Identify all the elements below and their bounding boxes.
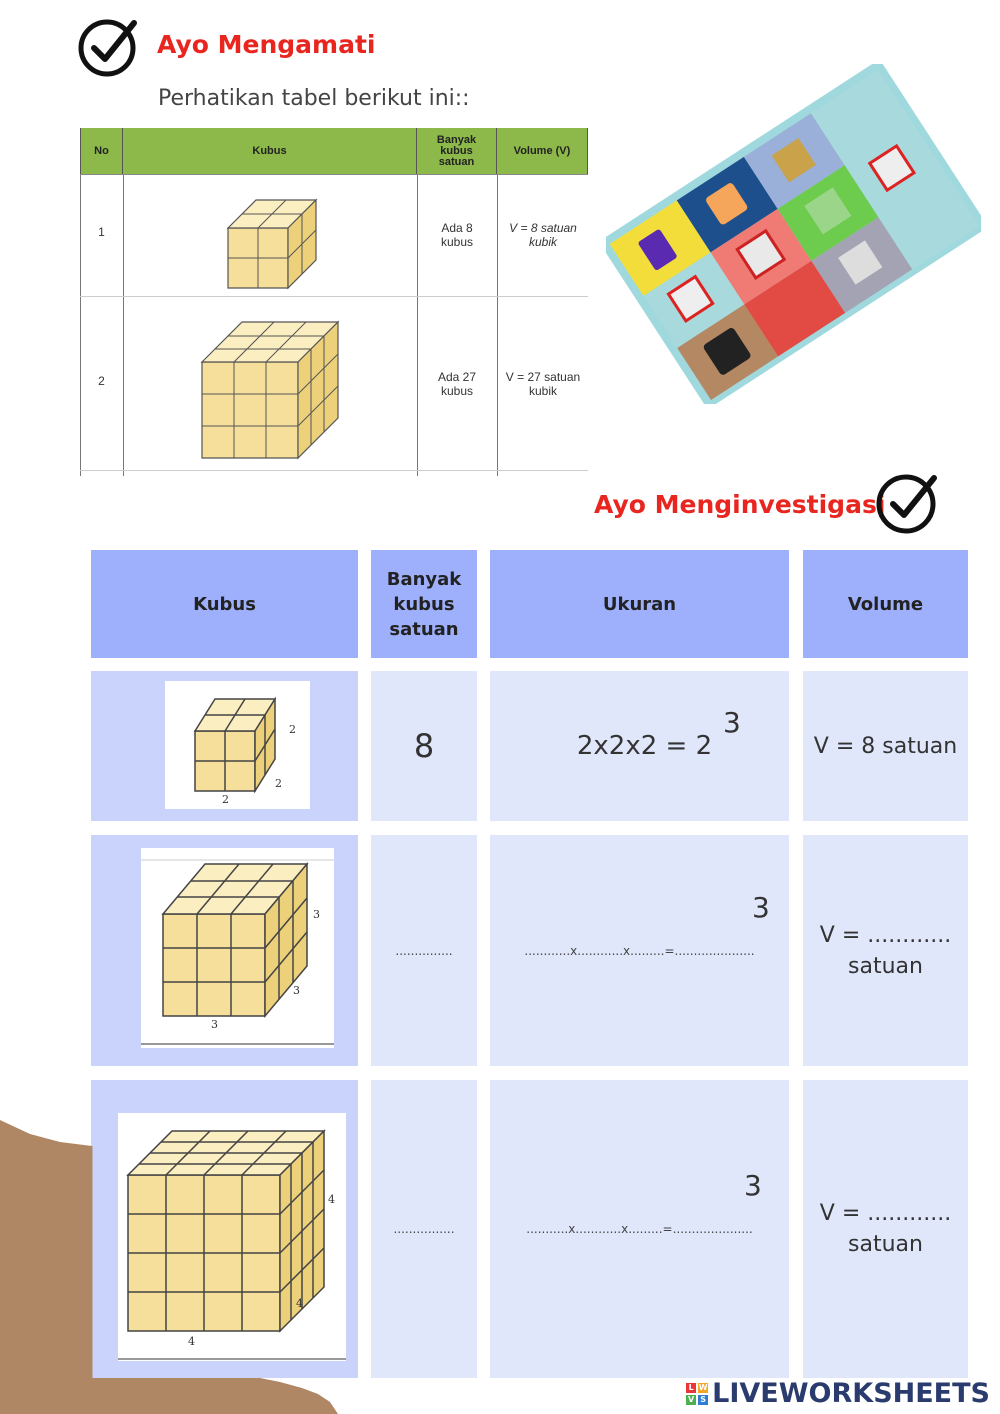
row1-exponent: 3 [723,706,741,739]
row2-volume-blank[interactable]: V = ............ [819,922,952,948]
ref-row2-no: 2 [98,374,105,388]
row1-count: 8 [413,727,435,765]
cube-edge-label: 3 [211,1018,218,1031]
row3-exponent: 3 [744,1169,762,1202]
row3-count-blank[interactable]: ................ [393,1222,455,1236]
ref-row1-no: 1 [98,225,105,239]
row3-size-cell[interactable] [490,1080,789,1378]
cube-3x3x3-image [200,320,342,462]
row2-volume-unit: satuan [848,953,923,979]
row2-size-cell[interactable] [490,835,789,1066]
row3-count-cell[interactable] [371,1080,477,1378]
ref-header-no: No [80,128,123,174]
row3-size-blank[interactable]: ...........x............x.........=..................... [526,1222,753,1236]
cube-edge-label: 3 [313,908,320,921]
cube-edge-label: 3 [293,984,300,997]
check-circle-icon [874,468,940,534]
section-title-observe: Ayo Mengamati [157,30,376,59]
row3-volume-cell[interactable] [803,1080,968,1378]
row1-volume: V = 8 satuan [813,733,958,759]
row1-count-cell [371,671,477,821]
row3-volume-unit: satuan [848,1232,923,1257]
cube-2x2x2-image [226,198,318,290]
row2-size-blank[interactable]: ............x............x.........=..................... [524,943,755,958]
row2-count-cell[interactable] [371,835,477,1066]
ref-header-kubus: Kubus [123,128,417,174]
cube-edge-label: 4 [328,1193,335,1206]
header-banyak-kubus: Banyak kubus satuan [371,550,477,658]
section-title-investigate: Ayo Menginvestigasi [594,490,886,519]
cube-objects-collage-image [606,64,981,404]
ref-row1-count: Ada 8 kubus [440,221,474,249]
ref-row2-count: Ada 27 kubus [437,370,477,398]
header-ukuran: Ukuran [490,550,789,658]
ref-header-volume: Volume (V) [497,128,588,174]
row1-size: 2x2x2 = 2 [576,731,713,761]
ref-row1-volume: V = 8 satuan kubik [509,221,577,249]
row1-size-cell [490,671,789,821]
cube-edge-label: 2 [222,793,229,806]
liveworksheets-logo [686,1378,990,1409]
header-kubus: Kubus [91,550,358,658]
cube-edge-label: 4 [188,1335,195,1348]
row3-volume-blank[interactable]: V = ............ [819,1201,952,1226]
cube-edge-label: 2 [275,777,282,790]
header-volume: Volume [803,550,968,658]
row1-cube-image [165,681,310,809]
row2-exponent: 3 [752,891,770,924]
check-circle-icon [78,15,140,77]
cube-edge-label: 4 [296,1297,303,1310]
logo-icon: L W V S [688,1383,708,1404]
ref-header-count: Banyak kubus satuan [417,128,497,174]
ref-row2-volume: V = 27 satuan kubik [505,370,581,398]
torn-paper-decoration [0,1120,340,1414]
reference-table [80,128,588,476]
brand-name: LIVEWORKSHEETS [712,1378,990,1409]
instruction-text: Perhatikan tabel berikut ini:: [158,86,470,111]
row2-count-blank[interactable]: ............... [395,943,453,958]
cube-edge-label: 2 [289,723,296,736]
row2-cube-image [141,848,334,1048]
row2-volume-cell[interactable] [803,835,968,1066]
row1-volume-cell [803,671,968,821]
